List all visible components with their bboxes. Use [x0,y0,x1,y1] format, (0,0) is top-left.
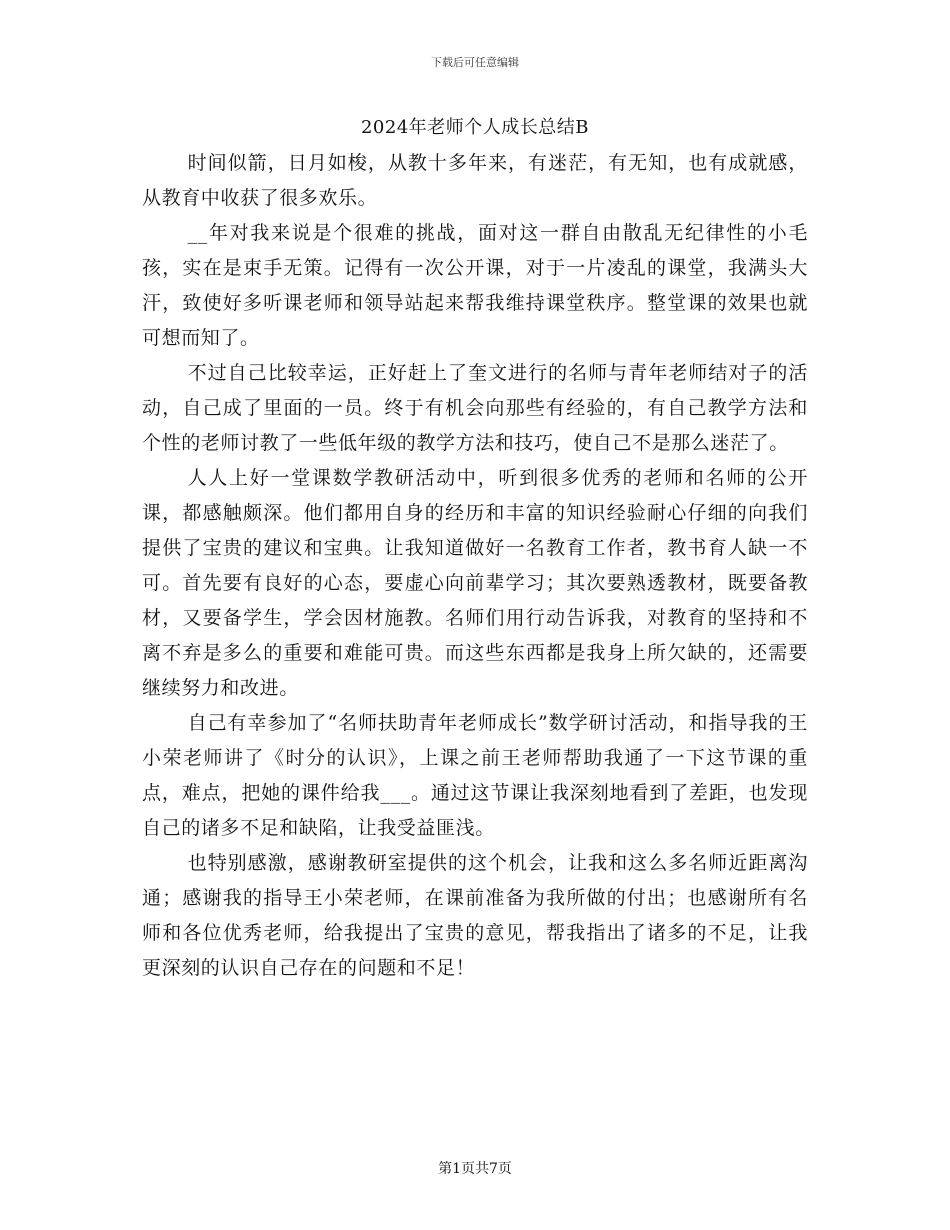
paragraph: 也特别感激，感谢教研室提供的这个机会，让我和这么多名师近距离沟通；感谢我的指导王小荣老师，在课前准备为我所做的付出；也感谢所有名师和各位优秀老师，给我提出了宝贵的意见，帮我指出了诸多的不足，让我更深刻的认识自己存在的问题和不足！ [142,852,808,979]
document-title: 2024年老师个人成长总结B [360,117,590,138]
document-body [142,146,808,986]
paragraph: 不过自己比较幸运，正好赶上了奎文进行的名师与青年老师结对子的活动，自己成了里面的一员。终于有机会向那些有经验的，有自己教学方法和个性的老师讨教了一些低年级的教学方法和技巧，使自己不是那么迷茫了。 [142,362,808,454]
paragraph: 自己有幸参加了“名师扶助青年老师成长”数学研讨活动，和指导我的王小荣老师讲了《时分的认识》，上课之前王老师帮助我通了一下这节课的重点，难点，把她的课件给我___。通过这节课让我深刻地看到了差距，也发现自己的诸多不足和缺陷，让我受益匪浅。 [142,712,808,839]
paragraph: __年对我来说是个很难的挑战，面对这一群自由散乱无纪律性的小毛孩，实在是束手无策。记得有一次公开课，对于一片凌乱的课堂，我满头大汗，致使好多听课老师和领导站起来帮我维持课堂秩序。整堂课的效果也就可想而知了。 [142,222,808,349]
paragraph: 时间似箭，日月如梭，从教十多年来，有迷茫，有无知，也有成就感，从教育中收获了很多欢乐。 [142,152,808,209]
page-header-note: 下载后可任意编辑 [431,56,519,69]
page-number-footer: 第1页共7页 [438,1161,512,1177]
paragraph: 人人上好一堂课数学教研活动中，听到很多优秀的老师和名师的公开课，都感触颇深。他们都用自身的经历和丰富的知识经验耐心仔细的向我们提供了宝贵的建议和宝典。让我知道做好一名教育工作者，教书育人缺一不可。首先要有良好的心态，要虚心向前辈学习；其次要熟透教材，既要备教材，又要备学生，学会因材施教。名师们用行动告诉我，对教育的坚持和不离不弃是多么的重要和难能可贵。而这些东西都是我身上所欠缺的，还需要继续努力和改进。 [142,467,808,699]
